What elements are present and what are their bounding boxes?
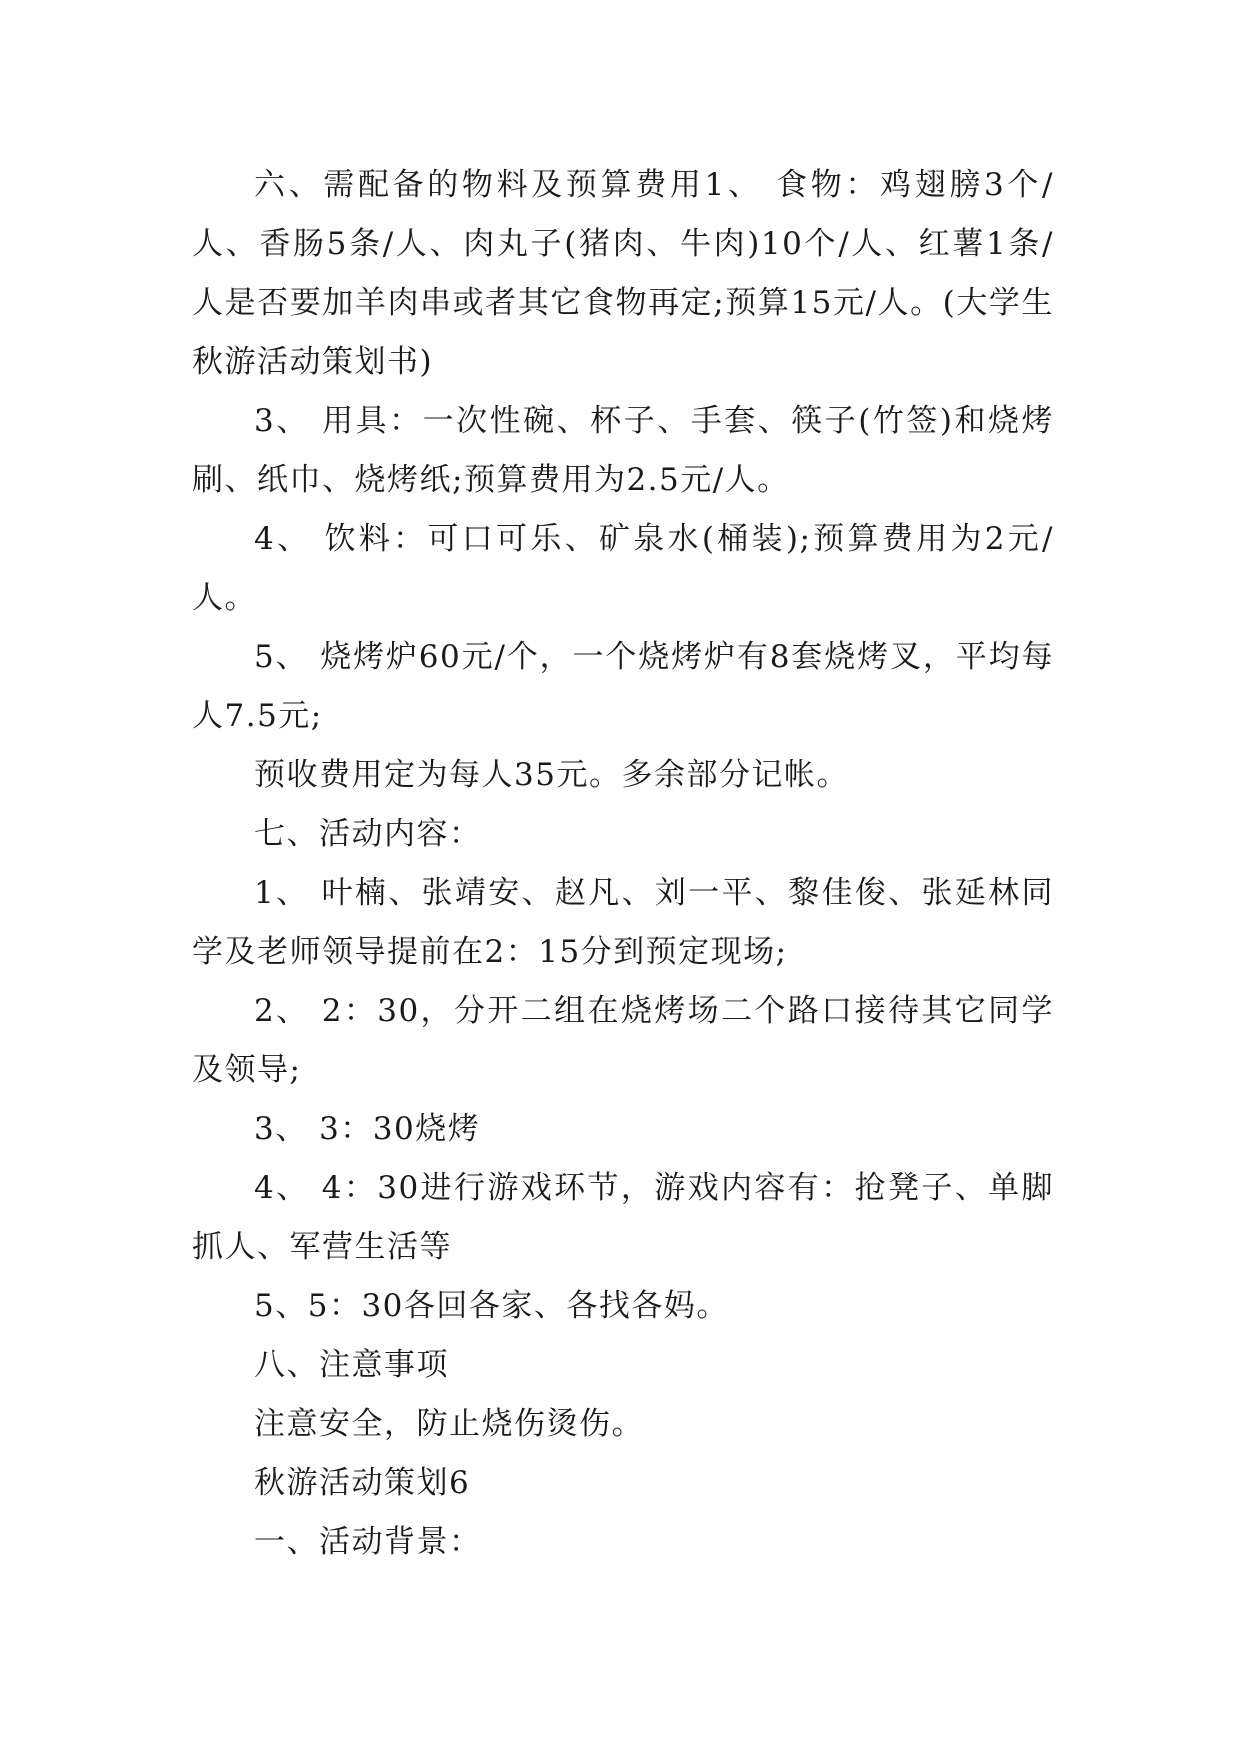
paragraph-safety: 注意安全，防止烧伤烫伤。 <box>254 1406 644 1442</box>
section-heading-activity-content: 七、活动内容： <box>254 816 482 852</box>
paragraph-activity-3: 3、 3：30烧烤 <box>254 1111 481 1147</box>
paragraph-activity-1: 1、 叶楠、张靖安、赵凡、刘一平、黎佳俊、张延林同学及老师领导提前在2：15分到预定现场; <box>192 875 1054 970</box>
document-body <box>192 156 1054 1572</box>
paragraph-fee: 预收费用定为每人35元。多余部分记帐。 <box>254 757 849 793</box>
paragraph-materials-food: 六、需配备的物料及预算费用1、 食物：鸡翅膀3个/人、香肠5条/人、肉丸子(猪肉、牛肉)10个/人、红薯1条/人是否要加羊肉串或者其它食物再定;预算15元/人。(大学生秋游活动策划书) <box>192 167 1054 380</box>
paragraph-activity-5: 5、5：30各回各家、各找各妈。 <box>254 1288 729 1324</box>
paragraph-activity-2: 2、 2：30，分开二组在烧烤场二个路口接待其它同学及领导; <box>192 993 1054 1088</box>
paragraph-activity-4: 4、 4：30进行游戏环节，游戏内容有：抢凳子、单脚抓人、军营生活等 <box>192 1170 1054 1265</box>
paragraph-drinks: 4、 饮料：可口可乐、矿泉水(桶装);预算费用为2元/人。 <box>192 521 1054 616</box>
paragraph-utensils: 3、 用具：一次性碗、杯子、手套、筷子(竹签)和烧烤刷、纸巾、烧烤纸;预算费用为2.5元/人。 <box>192 403 1054 498</box>
section-heading-notes: 八、注意事项 <box>254 1347 449 1383</box>
section-heading-background: 一、活动背景： <box>254 1524 482 1560</box>
document-title-plan-6: 秋游活动策划6 <box>254 1465 471 1501</box>
paragraph-grill: 5、 烧烤炉60元/个，一个烧烤炉有8套烧烤叉，平均每人7.5元; <box>192 639 1054 734</box>
